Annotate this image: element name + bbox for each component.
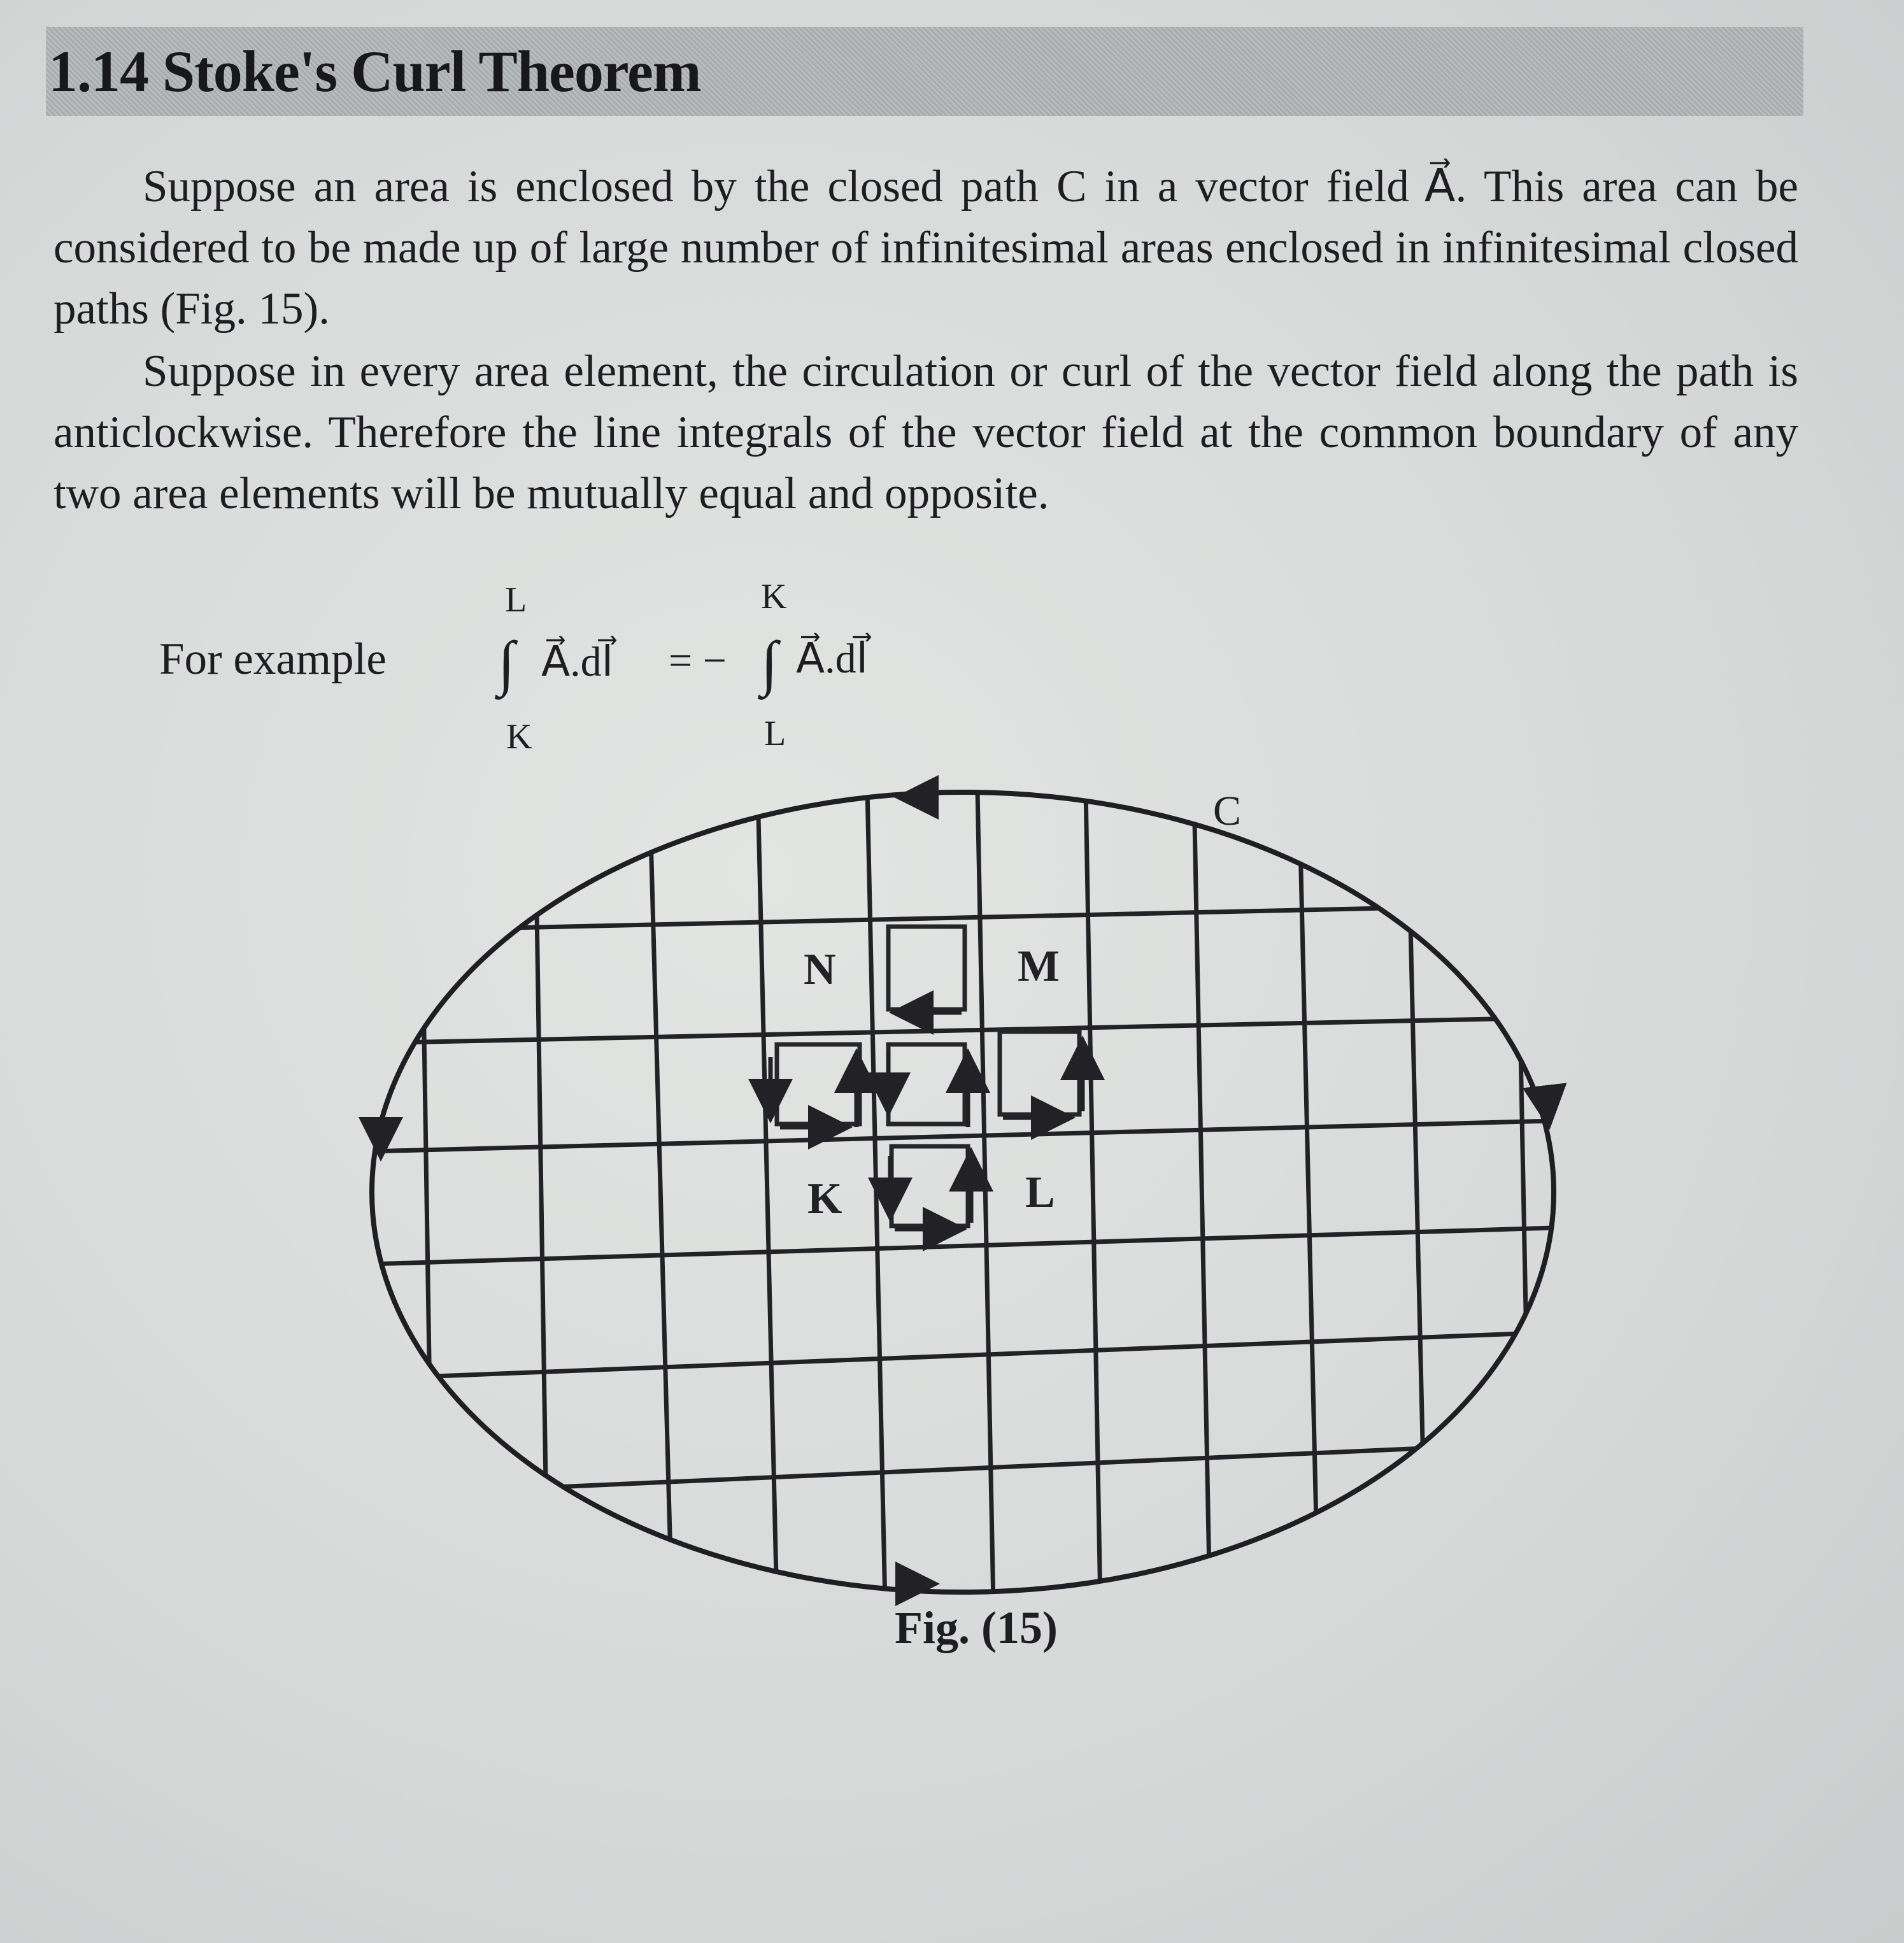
section-title: 1.14 Stoke's Curl Theorem bbox=[48, 39, 701, 104]
cell-label-n: N bbox=[804, 945, 836, 994]
rhs-upper-limit: K bbox=[761, 577, 787, 616]
figure-caption: Fig. (15) bbox=[895, 1602, 1058, 1653]
cell-label-l: L bbox=[1025, 1168, 1055, 1217]
paragraph-1: Suppose an area is enclosed by the closed path C in a vector field A⃗. This area can be considered to be made up of large number of infinitesimal areas enclosed in infinitesimal closed paths (Fig. 15). bbox=[53, 162, 1798, 334]
rhs-integral-sign: ∫ bbox=[761, 629, 778, 697]
equation-equals: = − bbox=[669, 637, 727, 684]
grid-lines bbox=[369, 790, 1554, 1605]
lhs-lower-limit: K bbox=[506, 717, 532, 757]
closed-path-c bbox=[372, 792, 1554, 1592]
cell-label-m: M bbox=[1018, 942, 1060, 991]
lhs-integrand: A⃗.dl⃗ bbox=[541, 639, 613, 685]
example-label: For example bbox=[159, 634, 387, 684]
arrow-right-up bbox=[1546, 1099, 1549, 1121]
rhs-lower-limit: L bbox=[764, 714, 786, 753]
lhs-integral-sign: ∫ bbox=[498, 629, 515, 697]
rhs-integrand: A⃗.dl⃗ bbox=[796, 636, 868, 682]
cell-label-k: K bbox=[807, 1174, 842, 1223]
lhs-upper-limit: L bbox=[505, 580, 527, 620]
path-label-c: C bbox=[1213, 788, 1242, 834]
paragraph-2: Suppose in every area element, the circulation or curl of the vector field along the path is anticlockwise. Therefore the line integrals of the vector field at the common boundary of any two area elements will be mutually equal and opposite. bbox=[53, 346, 1798, 518]
